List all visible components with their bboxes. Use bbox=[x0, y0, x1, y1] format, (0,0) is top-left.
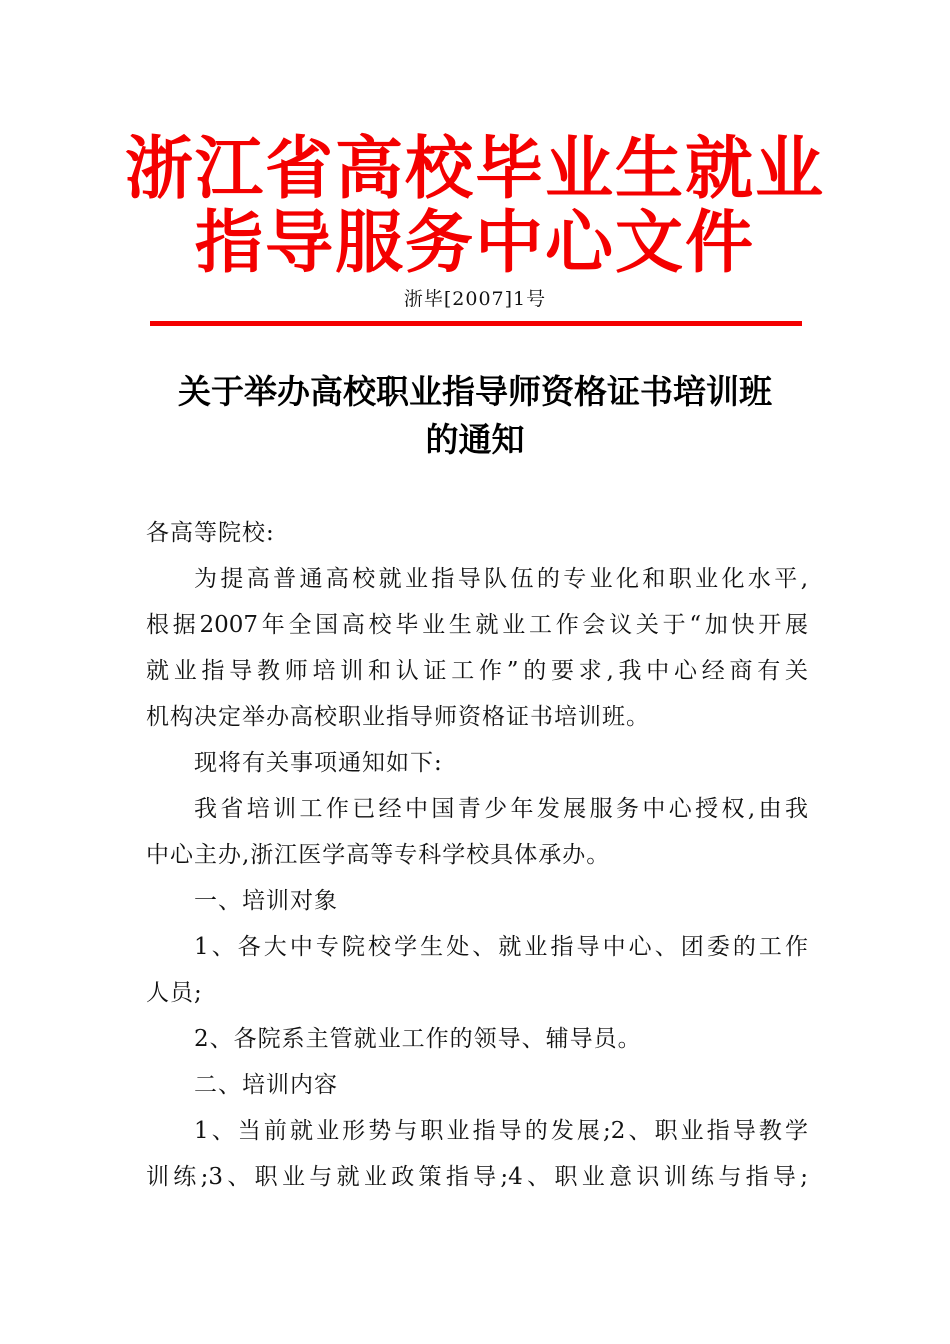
paragraph-line: 根据2007年全国高校毕业生就业工作会议关于“加快开展 bbox=[146, 612, 808, 638]
section-heading: 一、培训对象 bbox=[194, 888, 338, 914]
paragraph-line: 就业指导教师培训和认证工作”的要求,我中心经商有关 bbox=[146, 658, 808, 684]
list-item-line: 训练;3、职业与就业政策指导;4、职业意识训练与指导; bbox=[146, 1164, 808, 1190]
paragraph-line: 为提高普通高校就业指导队伍的专业化和职业化水平, bbox=[194, 566, 808, 592]
paragraph-line: 现将有关事项通知如下: bbox=[194, 750, 443, 776]
list-item-line: 1、各大中专院校学生处、就业指导中心、团委的工作 bbox=[194, 934, 808, 960]
notice-title-line-1: 关于举办高校职业指导师资格证书培训班 bbox=[178, 372, 772, 411]
issuer-masthead-line-1: 浙江省高校毕业生就业 bbox=[124, 130, 825, 209]
issuer-masthead-line-2: 指导服务中心文件 bbox=[194, 204, 755, 283]
list-item-line: 人员; bbox=[146, 980, 203, 1006]
section-heading: 二、培训内容 bbox=[194, 1072, 338, 1098]
notice-title-line-2: 的通知 bbox=[425, 420, 525, 459]
document-number: 浙毕[2007]1号 bbox=[403, 288, 547, 310]
paragraph-line: 我省培训工作已经中国青少年发展服务中心授权,由我 bbox=[194, 796, 808, 822]
red-divider-rule bbox=[150, 321, 802, 326]
paragraph-line: 中心主办,浙江医学高等专科学校具体承办。 bbox=[146, 842, 611, 868]
list-item-line: 2、各院系主管就业工作的领导、辅导员。 bbox=[194, 1026, 642, 1052]
salutation: 各高等院校: bbox=[146, 520, 275, 546]
paragraph-line: 机构决定举办高校职业指导师资格证书培训班。 bbox=[146, 704, 650, 730]
list-item-line: 1、当前就业形势与职业指导的发展;2、职业指导教学 bbox=[194, 1118, 808, 1144]
